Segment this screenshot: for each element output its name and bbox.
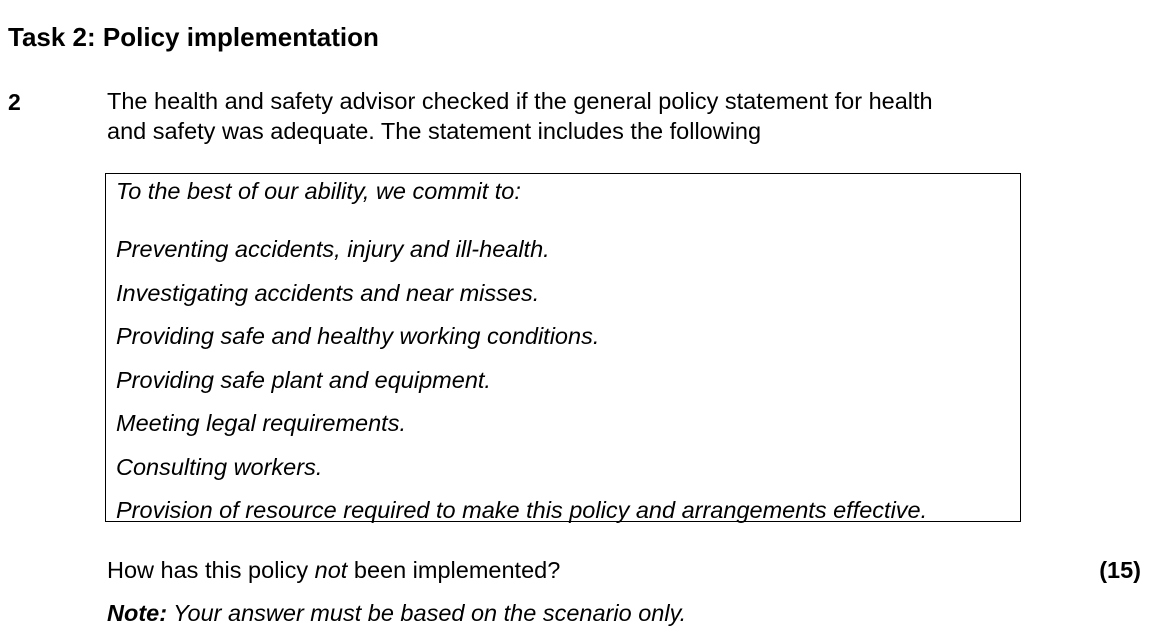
- task-title: Task 2: Policy implementation: [8, 22, 379, 52]
- question-intro: [107, 86, 1067, 146]
- question-prompt-end: been implemented?: [347, 557, 561, 583]
- policy-commitment: Consulting workers.: [116, 454, 323, 480]
- policy-commitment: Providing safe plant and equipment.: [116, 367, 491, 393]
- question-prompt-start: How has this policy: [107, 557, 315, 583]
- question-prompt: [107, 555, 560, 585]
- policy-commitment: Provision of resource required to make this policy and arrangements effective.: [116, 497, 928, 523]
- question-marks: (15): [1099, 557, 1141, 583]
- policy-commitment: Investigating accidents and near misses.: [116, 280, 540, 306]
- policy-commitment: Preventing accidents, injury and ill-health.: [116, 236, 550, 262]
- question-prompt-emphasis: not: [314, 557, 348, 583]
- policy-commitment: Providing safe and healthy working conditions.: [116, 323, 600, 349]
- note-label: Note:: [107, 600, 168, 626]
- question-number: 2: [8, 89, 21, 115]
- answer-note: [107, 598, 686, 628]
- note-text: Your answer must be based on the scenario only.: [167, 600, 687, 626]
- policy-commitment: Meeting legal requirements.: [116, 410, 406, 436]
- policy-statement-box: [105, 173, 1021, 522]
- question-intro-line: and safety was adequate. The statement includes the following: [107, 118, 762, 144]
- question-intro-line: The health and safety advisor checked if the general policy statement for health: [107, 88, 933, 114]
- policy-opening: To the best of our ability, we commit to:: [116, 178, 521, 204]
